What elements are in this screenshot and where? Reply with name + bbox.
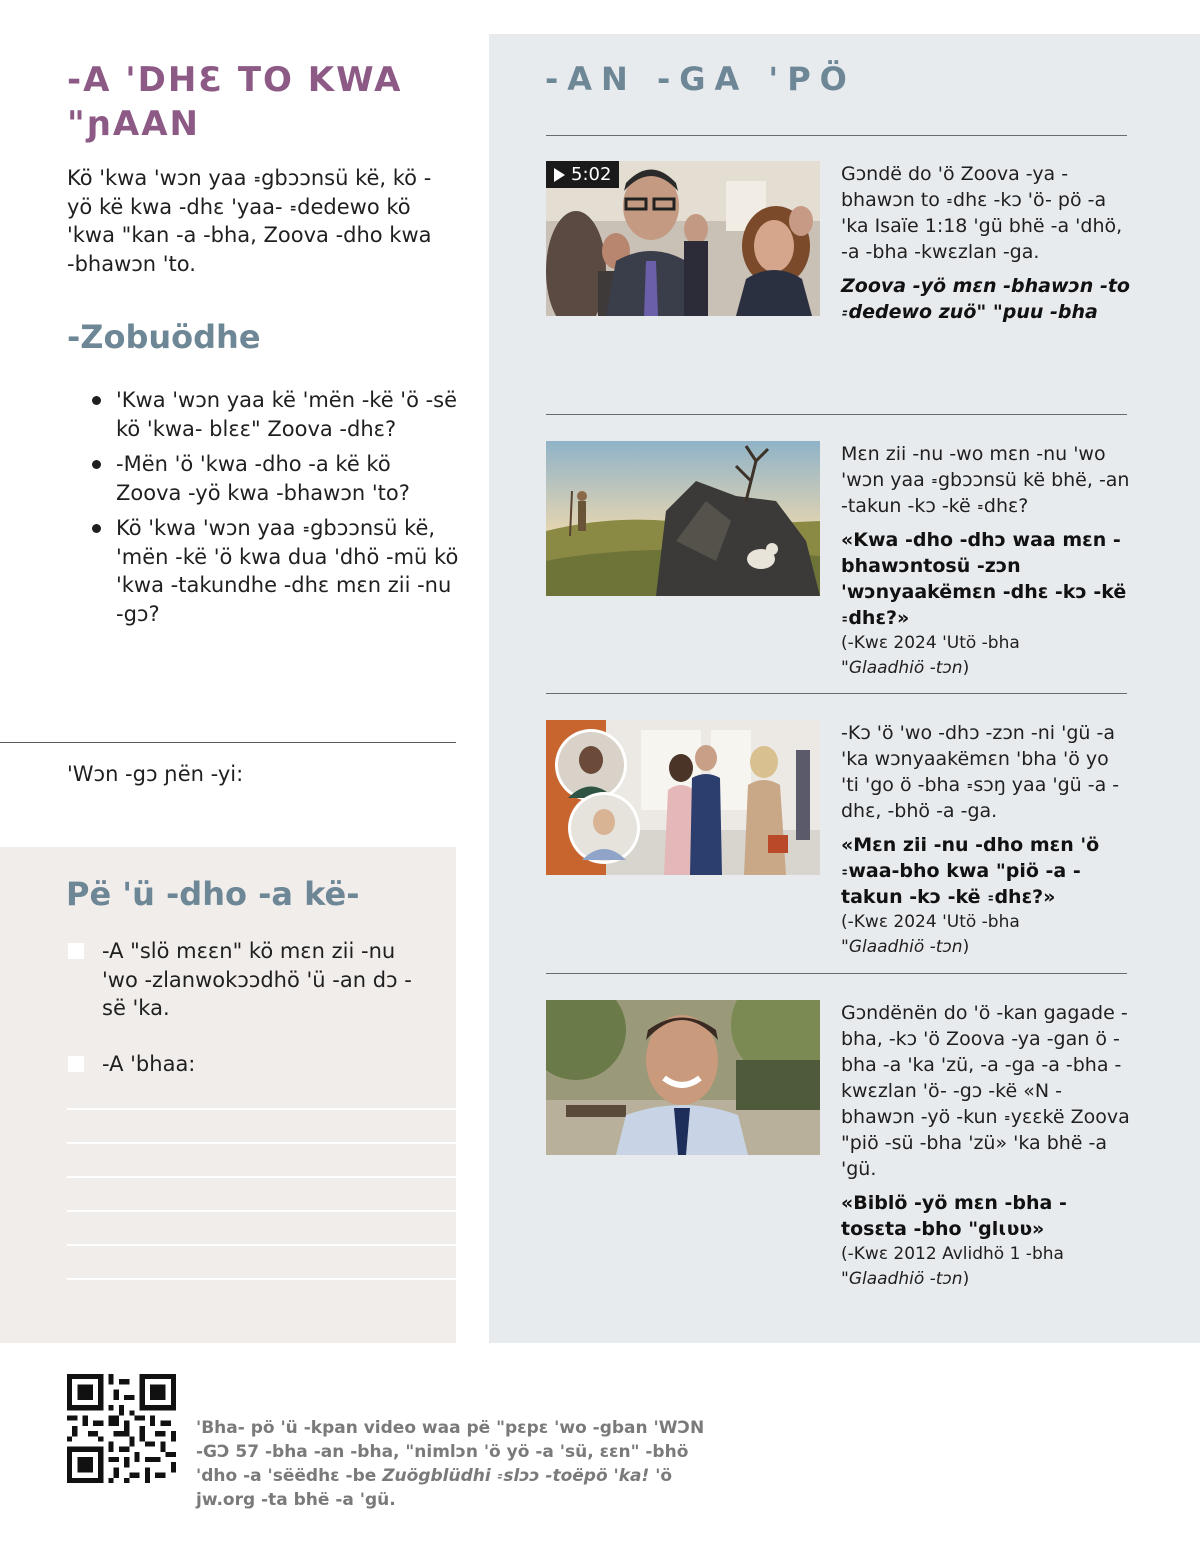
resource-description: Mɛn zii -nu -wo mɛn -nu 'wo 'wɔn yaa ꞊gbɔɔnsü kë bhë, -an -takun -kɔ -kë ꞊dhɛ? — [841, 443, 1130, 517]
divider — [546, 135, 1127, 136]
checklist-text: -A "slö mɛɛn" kö mɛn zii -nu 'wo -zlanwokɔɔdhö 'ü -an dɔ -së 'ka. — [102, 939, 412, 1020]
section-heading: -Zobuödhe — [67, 318, 261, 356]
resource-description: Gɔndë do 'ö Zoova -ya -bhawɔn to ꞊dhɛ -kɔ 'ö- pö -a 'ka Isaïe 1:18 'gü bhë -a 'dhö, -a -bha -kwɛzlan -ga. — [841, 163, 1123, 263]
resource-source-text: (-Kwɛ 2024 'Utö -bha — [841, 912, 1020, 932]
bullet-icon — [92, 396, 101, 405]
resource-description: -Kɔ 'ö 'wo -dhɔ -zɔn -ni 'gü -a 'ka wɔnyaakëmɛn 'bha 'ö yo 'ti 'go ö -bha ꞊sɔŋ yaa 'gü -a -dhɛ, -bhö -a -ga. — [841, 722, 1120, 822]
checkbox[interactable] — [68, 943, 84, 959]
list-item-text: 'Kwa 'wɔn yaa kë 'mën -kë 'ö -së kö 'kwa- blɛɛ" Zoova -dhɛ? — [116, 388, 458, 441]
resource-title-link[interactable]: «Kwa -dho -dhɔ waa mɛn -bhawɔntosü -zɔn 'wɔnyaakëmɛn -dhɛ -kɔ -kë ꞊dhɛ?» — [841, 529, 1127, 629]
checklist-item[interactable] — [68, 937, 428, 1023]
divider — [546, 414, 1127, 415]
resource-text — [841, 161, 1131, 325]
list-item — [90, 386, 460, 443]
question-list — [90, 386, 460, 635]
footer-text-end: 'ö jw.org -ta bhë -a 'gü. — [196, 1466, 673, 1510]
resource-text — [841, 1000, 1131, 1292]
resource-source-close: ) — [962, 658, 970, 678]
resource-source — [841, 910, 1131, 960]
name-label: 'Wɔn -gɔ ɲën -yi: — [67, 762, 244, 786]
play-icon — [554, 168, 565, 182]
qr-code[interactable] — [67, 1374, 176, 1483]
article-image[interactable] — [546, 720, 820, 875]
resource-source — [841, 1242, 1131, 1292]
divider — [546, 693, 1127, 694]
list-item — [90, 450, 460, 507]
resource-source-close: ) — [962, 1269, 970, 1289]
page-title: -A 'DHƐ TO KWA "ɲAAN — [67, 60, 403, 144]
writing-line[interactable] — [67, 1142, 456, 1144]
writing-line[interactable] — [67, 1244, 456, 1246]
footer-text-main: 'Bha- pö 'ü -kpan video waa pë "pɛpɛ 'wo -gban 'WƆN -GƆ 57 -bha -an -bha, "nimlɔn 'ö yö -a 'sü, ɛɛn" -bhö 'dho -a 'sëëdhɛ -be — [196, 1418, 705, 1486]
list-item — [90, 514, 460, 628]
footer-text — [196, 1416, 716, 1512]
list-item-text: Kö 'kwa 'wɔn yaa ꞊gbɔɔnsü kë, 'mën -kë 'ö kwa dua 'dhö -mü kö 'kwa -takundhe -dhɛ mɛn zii -nu -gɔ? — [116, 516, 459, 626]
resource-source-text: (-Kwɛ 2024 'Utö -bha — [841, 633, 1020, 653]
resource-title-link[interactable]: Zoova -yö mɛn -bhawɔn -to ꞊dedewo zuö" "puu -bha — [841, 275, 1130, 323]
footer-video-title: Zuögblüdhi ꞊slɔɔ -toëpö 'ka! — [382, 1466, 650, 1486]
video-duration-badge — [546, 161, 619, 188]
writing-line[interactable] — [67, 1176, 456, 1178]
resource-source-publication: "Glaadhiö -tɔn — [841, 937, 963, 957]
video-thumbnail[interactable] — [546, 161, 820, 316]
list-item-text: -Mën 'ö 'kwa -dho -a kë kö Zoova -yö kwa -bhawɔn 'to? — [116, 452, 410, 505]
article-image[interactable] — [546, 1000, 820, 1155]
resource-text — [841, 441, 1131, 681]
resource-source — [841, 631, 1131, 681]
writing-line[interactable] — [67, 1210, 456, 1212]
notes-box — [0, 847, 456, 1343]
resource-title-link[interactable]: «Biblö -yö mɛn -bha -tosɛta -bho "glɩʋʋ» — [841, 1192, 1067, 1240]
bullet-icon — [92, 524, 101, 533]
video-duration: 5:02 — [571, 164, 612, 185]
resource-text — [841, 720, 1131, 960]
resource-source-text: (-Kwɛ 2012 Avlidhö 1 -bha — [841, 1244, 1064, 1264]
writing-line[interactable] — [67, 1108, 456, 1110]
divider — [0, 742, 456, 743]
right-column — [489, 34, 1200, 1343]
checklist-text: -A 'bhaa: — [102, 1052, 196, 1076]
resources-heading: -AN -GA 'PÖ — [545, 60, 856, 98]
resource-source-publication: "Glaadhiö -tɔn — [841, 658, 963, 678]
bullet-icon — [92, 460, 101, 469]
writing-line[interactable] — [67, 1278, 456, 1280]
notes-heading: Pë 'ü -dho -a kë- — [66, 875, 360, 913]
article-image[interactable] — [546, 441, 820, 596]
checklist-item[interactable] — [68, 1050, 428, 1079]
divider — [546, 973, 1127, 974]
resource-source-close: ) — [962, 937, 970, 957]
checkbox[interactable] — [68, 1056, 84, 1072]
resource-source-publication: "Glaadhiö -tɔn — [841, 1269, 963, 1289]
resource-title-link[interactable]: «Mɛn zii -nu -dho mɛn 'ö ꞊waa-bho kwa "piö -a -takun -kɔ -kë ꞊dhɛ?» — [841, 834, 1100, 908]
intro-paragraph: Kö 'kwa 'wɔn yaa ꞊gbɔɔnsü kë, kö -yö kë kwa -dhɛ 'yaa- ꞊dedewo kö 'kwa "kan -a -bha, Zoova -dho kwa -bhawɔn 'to. — [67, 166, 432, 276]
resource-description: Gɔndënën do 'ö -kan gagade -bha, -kɔ 'ö Zoova -ya -gan ö -bha -a 'ka 'zü, -a -ga -a -bha -kwɛzlan 'ö- -gɔ -kë «N -bhawɔn -yö -kun ꞊yɛɛkë Zoova "piö -sü -bha 'zü» 'ka bhë -a 'gü. — [841, 1002, 1130, 1180]
